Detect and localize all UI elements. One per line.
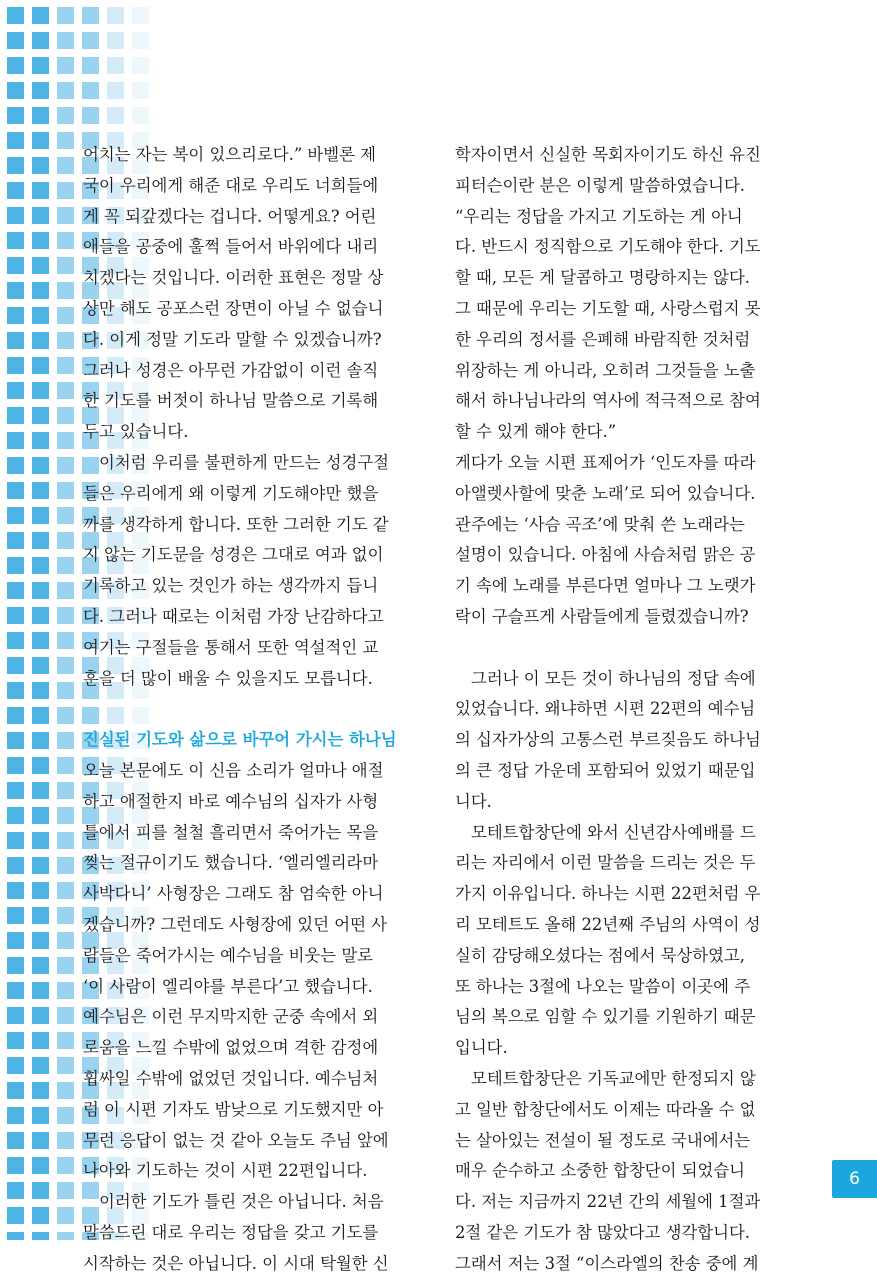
text-line: 오늘 본문에도 이 신음 소리가 얼마나 애절 (83, 760, 384, 780)
decorative-tile (7, 582, 24, 599)
decorative-tile (57, 882, 74, 899)
decorative-tile (57, 1107, 74, 1124)
text-line: 그 때문에 우리는 기도할 때, 사랑스럽지 못 (455, 298, 761, 318)
decorative-tile (7, 757, 24, 774)
decorative-tile (32, 882, 49, 899)
text-line: 실히 감당해오셨다는 점에서 묵상하였고, (455, 945, 746, 965)
decorative-tile (57, 1032, 74, 1049)
right-text-column (455, 140, 790, 1279)
decorative-tile (57, 157, 74, 174)
decorative-tile (132, 57, 149, 74)
decorative-tile (57, 207, 74, 224)
text-line: 다. 저는 지금까지 22년 간의 세월에 1절과 (455, 1192, 761, 1212)
decorative-tile (7, 907, 24, 924)
decorative-tile (7, 657, 24, 674)
text-line: 휩싸일 수밖에 없었던 것입니다. 예수님처 (83, 1068, 379, 1088)
decorative-tile (82, 57, 99, 74)
decorative-tile (57, 307, 74, 324)
decorative-tile (7, 82, 24, 99)
decorative-tile (57, 482, 74, 499)
decorative-tile (57, 457, 74, 474)
text-line: 의 십자가상의 고통스런 부르짖음도 하나님 (455, 730, 761, 750)
paragraph (455, 140, 790, 448)
text-line: 나아와 기도하는 것이 시편 22편입니다. (83, 1161, 368, 1181)
decorative-tile (7, 1057, 24, 1074)
text-line: 치겠다는 것입니다. 이러한 표현은 정말 상 (83, 268, 384, 288)
decorative-tile (57, 282, 74, 299)
text-line: 해서 하나님나라의 역사에 적극적으로 참여 (455, 391, 761, 411)
decorative-tile (7, 932, 24, 949)
text-line: 이러한 기도가 틀린 것은 아닙니다. 처음 (99, 1192, 384, 1212)
decorative-tile (57, 382, 74, 399)
decorative-tile (57, 1232, 74, 1240)
text-line: 리는 자리에서 이런 말씀을 드리는 것은 두 (455, 853, 756, 873)
text-line: 사박다니’ 사형장은 그래도 참 엄숙한 아니 (83, 884, 384, 904)
decorative-tile (32, 182, 49, 199)
text-line: 국이 우리에게 해준 대로 우리도 너희들에 (83, 175, 379, 195)
decorative-tile (7, 132, 24, 149)
text-line: 의 큰 정답 가운데 포함되어 있었기 때문입 (455, 760, 756, 780)
decorative-tile (107, 7, 124, 24)
decorative-tile (57, 1207, 74, 1224)
decorative-tile (7, 982, 24, 999)
decorative-tile (57, 1157, 74, 1174)
decorative-tile (32, 1182, 49, 1199)
decorative-tile (7, 157, 24, 174)
decorative-tile (32, 857, 49, 874)
decorative-tile (7, 1032, 24, 1049)
text-line: 2절 같은 기도가 참 많았다고 생각합니다. (455, 1222, 751, 1242)
decorative-tile (7, 257, 24, 274)
text-line: 하고 애절한지 바로 예수님의 십자가 사형 (83, 791, 379, 811)
decorative-tile (7, 1157, 24, 1174)
decorative-tile (57, 582, 74, 599)
decorative-tile (32, 407, 49, 424)
text-line: 기 속에 노래를 부른다면 얼마나 그 노랫가 (455, 576, 756, 596)
decorative-tile (107, 107, 124, 124)
decorative-tile (32, 732, 49, 749)
decorative-tile (7, 432, 24, 449)
decorative-tile (7, 207, 24, 224)
decorative-tile (32, 557, 49, 574)
decorative-tile (57, 782, 74, 799)
decorative-tile (32, 257, 49, 274)
text-line: 지 않는 기도문을 성경은 그대로 여과 없이 (83, 545, 384, 565)
decorative-tile (57, 957, 74, 974)
text-line: 는 살아있는 전설이 될 정도로 국내에서는 (455, 1130, 751, 1150)
decorative-tile (7, 32, 24, 49)
text-line: 다. 그러나 때로는 이처럼 가장 난감하다고 (83, 606, 384, 626)
decorative-tile (7, 957, 24, 974)
decorative-tile (57, 707, 74, 724)
decorative-tile (32, 607, 49, 624)
decorative-tile (32, 1007, 49, 1024)
decorative-tile (7, 732, 24, 749)
text-line: 설명이 있습니다. 아침에 사슴처럼 맑은 공 (455, 545, 756, 565)
text-line: 두고 있습니다. (83, 422, 189, 442)
text-line: 틀에서 피를 철철 흘리면서 죽어가는 목을 (83, 822, 379, 842)
decorative-tile (7, 332, 24, 349)
text-line: 예수님은 이런 무지막지한 군중 속에서 외 (83, 1007, 379, 1027)
decorative-tile (57, 632, 74, 649)
decorative-tile (32, 357, 49, 374)
decorative-tile (57, 357, 74, 374)
decorative-tile (7, 107, 24, 124)
decorative-tile (57, 432, 74, 449)
decorative-tile (32, 1132, 49, 1149)
decorative-tile (32, 332, 49, 349)
decorative-tile (32, 57, 49, 74)
decorative-tile (107, 82, 124, 99)
decorative-tile (57, 232, 74, 249)
text-line: 그래서 저는 3절 “이스라엘의 찬송 중에 계 (455, 1253, 759, 1273)
decorative-tile (57, 57, 74, 74)
decorative-tile (32, 682, 49, 699)
decorative-tile (57, 507, 74, 524)
decorative-tile (132, 107, 149, 124)
decorative-tile (132, 7, 149, 24)
text-line: 할 때, 모든 게 달콤하고 명랑하지는 않다. (455, 268, 751, 288)
decorative-tile (32, 932, 49, 949)
decorative-tile (32, 432, 49, 449)
decorative-tile (7, 557, 24, 574)
decorative-tile (57, 32, 74, 49)
left-text-column (83, 140, 418, 1279)
decorative-tile (57, 107, 74, 124)
decorative-tile (57, 832, 74, 849)
decorative-tile (7, 1232, 24, 1240)
decorative-tile (7, 307, 24, 324)
decorative-tile (7, 1132, 24, 1149)
decorative-tile (32, 282, 49, 299)
decorative-tile (32, 982, 49, 999)
text-line: 무런 응답이 없는 것 같아 오늘도 주님 앞에 (83, 1130, 389, 1150)
decorative-tile (32, 1157, 49, 1174)
text-line: 이처럼 우리를 불편하게 만드는 성경구절 (99, 452, 390, 472)
text-line: 럼 이 시편 기자도 밤낮으로 기도했지만 아 (83, 1099, 384, 1119)
text-line: 또 하나는 3절에 나오는 말씀이 이곳에 주 (455, 976, 751, 996)
decorative-tile (32, 7, 49, 24)
text-line: 게 꼭 되갚겠다는 겁니다. 어떻게요? 어린 (83, 206, 377, 226)
text-line: 입니다. (455, 1038, 508, 1058)
text-line: 관주에는 ‘사슴 곡조’에 맞춰 쓴 노래라는 (455, 514, 745, 534)
decorative-tile (57, 982, 74, 999)
decorative-tile (32, 1082, 49, 1099)
decorative-tile (32, 207, 49, 224)
decorative-tile (32, 107, 49, 124)
text-line: 니다. (455, 791, 492, 811)
decorative-tile (57, 607, 74, 624)
decorative-tile (32, 457, 49, 474)
decorative-tile (57, 1057, 74, 1074)
decorative-tile (7, 532, 24, 549)
decorative-tile (57, 1182, 74, 1199)
decorative-tile (57, 182, 74, 199)
decorative-tile (57, 407, 74, 424)
decorative-tile (32, 1232, 49, 1240)
paragraph (83, 756, 418, 1187)
text-line: 말씀드린 대로 우리는 정답을 갖고 기도를 (83, 1222, 379, 1242)
text-line: 기록하고 있는 것인가 하는 생각까지 듭니 (83, 576, 379, 596)
decorative-tile (132, 82, 149, 99)
decorative-tile (32, 782, 49, 799)
decorative-tile (82, 107, 99, 124)
text-line: 학자이면서 신실한 목회자이기도 하신 유진 (455, 145, 761, 164)
decorative-tile (7, 807, 24, 824)
text-line: 락이 구슬프게 사람들에게 들렸겠습니까? (455, 606, 749, 626)
decorative-tile (32, 157, 49, 174)
decorative-tile (32, 232, 49, 249)
decorative-tile (32, 82, 49, 99)
text-line: 훈을 더 많이 배울 수 있을지도 모릅니다. (83, 668, 373, 688)
decorative-tile (7, 782, 24, 799)
decorative-tile (7, 507, 24, 524)
text-line: 애들을 공중에 훌쩍 들어서 바위에다 내리 (83, 237, 379, 257)
paragraph (455, 818, 790, 1064)
paragraph-spacer (455, 633, 790, 664)
text-line: 어치는 자는 복이 있으리로다.” 바벨론 제 (83, 145, 376, 164)
decorative-tile (57, 757, 74, 774)
page-number: 6 (832, 1160, 877, 1198)
text-line: 그러나 이 모든 것이 하나님의 정답 속에 (471, 668, 756, 688)
text-line: 찢는 절규이기도 했습니다. ‘엘리엘리라마 (83, 853, 379, 873)
decorative-tile (7, 1082, 24, 1099)
text-line: 로움을 느낄 수밖에 없었으며 격한 감정에 (83, 1038, 379, 1058)
decorative-tile (57, 657, 74, 674)
decorative-tile (32, 957, 49, 974)
decorative-tile (57, 7, 74, 24)
decorative-tile (7, 707, 24, 724)
decorative-tile (7, 882, 24, 899)
text-line: 할 수 있게 해야 한다.” (455, 422, 617, 442)
decorative-tile (57, 1132, 74, 1149)
decorative-tile (57, 132, 74, 149)
text-line: 까를 생각하게 합니다. 또한 그러한 기도 같 (83, 514, 389, 534)
text-line: 리 모테트도 올해 22년째 주님의 사역이 성 (455, 914, 761, 934)
text-line: ‘이 사람이 엘리야를 부른다’고 했습니다. (83, 976, 373, 996)
section-heading: 진실된 기도와 삶으로 바꾸어 가시는 하나님 (83, 730, 397, 750)
text-line: 한 기도를 버젓이 하나님 말씀으로 기록해 (83, 391, 379, 411)
decorative-tile (57, 682, 74, 699)
decorative-tile (32, 582, 49, 599)
decorative-tile (32, 307, 49, 324)
decorative-tile (107, 32, 124, 49)
decorative-tile (57, 257, 74, 274)
decorative-tile (57, 932, 74, 949)
decorative-tile (57, 332, 74, 349)
decorative-tile (7, 607, 24, 624)
decorative-tile (7, 1107, 24, 1124)
decorative-tile (7, 682, 24, 699)
decorative-tile (57, 732, 74, 749)
decorative-tile (32, 832, 49, 849)
decorative-tile (32, 1107, 49, 1124)
paragraph (455, 1064, 790, 1279)
text-line: 고 일반 합창단에서도 이제는 따라올 수 없 (455, 1099, 756, 1119)
decorative-tile (7, 832, 24, 849)
decorative-tile (132, 32, 149, 49)
decorative-tile (57, 857, 74, 874)
decorative-tile (32, 707, 49, 724)
decorative-tile (7, 57, 24, 74)
decorative-tile (32, 907, 49, 924)
paragraph (83, 1187, 418, 1279)
decorative-tile (57, 82, 74, 99)
text-line: 그러나 성경은 아무런 가감없이 이런 솔직 (83, 360, 379, 380)
decorative-tile (57, 807, 74, 824)
text-line: 모테트합창단은 기독교에만 한정되지 않 (471, 1068, 756, 1088)
decorative-tile (57, 1007, 74, 1024)
text-line: 있었습니다. 왜냐하면 시편 22편의 예수님 (455, 699, 756, 719)
decorative-tile (7, 7, 24, 24)
decorative-tile (57, 532, 74, 549)
paragraph (455, 664, 790, 818)
text-line: 가지 이유입니다. 하나는 시편 22편처럼 우 (455, 884, 761, 904)
decorative-tile (7, 407, 24, 424)
decorative-tile (7, 1207, 24, 1224)
text-line: 다. 반드시 정직함으로 기도해야 한다. 기도 (455, 237, 761, 257)
text-line: “우리는 정답을 가지고 기도하는 게 아니 (455, 206, 743, 226)
text-line: 아앨렛사할에 맞춘 노래’로 되어 있습니다. (455, 483, 756, 503)
paragraph (83, 448, 418, 694)
paragraph (83, 140, 418, 448)
text-line: 겠습니까? 그런데도 사형장에 있던 어떤 사 (83, 914, 388, 934)
decorative-tile (7, 1182, 24, 1199)
decorative-tile (7, 482, 24, 499)
text-line: 다. 이게 정말 기도라 말할 수 있겠습니까? (83, 329, 382, 349)
decorative-tile (57, 557, 74, 574)
decorative-tile (32, 657, 49, 674)
decorative-tile (7, 182, 24, 199)
decorative-tile (32, 532, 49, 549)
decorative-tile (32, 1057, 49, 1074)
decorative-tile (7, 1007, 24, 1024)
decorative-tile (32, 507, 49, 524)
decorative-tile (32, 757, 49, 774)
decorative-tile (7, 632, 24, 649)
decorative-tile (57, 907, 74, 924)
decorative-tile (7, 232, 24, 249)
text-line: 상만 해도 공포스런 장면이 아닐 수 없습니 (83, 298, 384, 318)
decorative-tile (32, 132, 49, 149)
decorative-tile (82, 82, 99, 99)
decorative-tile (107, 57, 124, 74)
text-line: 람들은 죽어가시는 예수님을 비웃는 말로 (83, 945, 374, 965)
text-line: 한 우리의 정서를 은폐해 바람직한 것처럼 (455, 329, 751, 349)
text-line: 들은 우리에게 왜 이렇게 기도해야만 했을 (83, 483, 379, 503)
decorative-tile (7, 357, 24, 374)
decorative-tile (7, 382, 24, 399)
decorative-tile (32, 1032, 49, 1049)
decorative-tile (32, 382, 49, 399)
text-line: 시작하는 것은 아닙니다. 이 시대 탁월한 신 (83, 1253, 389, 1273)
decorative-tile (82, 7, 99, 24)
paragraph-spacer (83, 694, 418, 725)
decorative-tile (7, 282, 24, 299)
decorative-tile (7, 457, 24, 474)
paragraph (455, 448, 790, 633)
text-line: 모테트합창단에 와서 신년감사예배를 드 (471, 822, 756, 842)
text-line: 여기는 구절들을 통해서 또한 역설적인 교 (83, 637, 379, 657)
decorative-tile (32, 632, 49, 649)
decorative-tile (57, 1082, 74, 1099)
text-line: 게다가 오늘 시편 표제어가 ‘인도자를 따라 (455, 452, 756, 472)
text-line: 피터슨이란 분은 이렇게 말씀하였습니다. (455, 175, 746, 195)
decorative-tile (32, 1207, 49, 1224)
decorative-tile (32, 482, 49, 499)
decorative-tile (7, 857, 24, 874)
decorative-tile (82, 32, 99, 49)
decorative-tile (32, 807, 49, 824)
decorative-tile (32, 32, 49, 49)
text-line: 위장하는 게 아니라, 오히려 그것들을 노출 (455, 360, 756, 380)
text-line: 님의 복으로 임할 수 있기를 기원하기 때문 (455, 1007, 756, 1027)
text-line: 매우 순수하고 소중한 합창단이 되었습니 (455, 1161, 746, 1181)
